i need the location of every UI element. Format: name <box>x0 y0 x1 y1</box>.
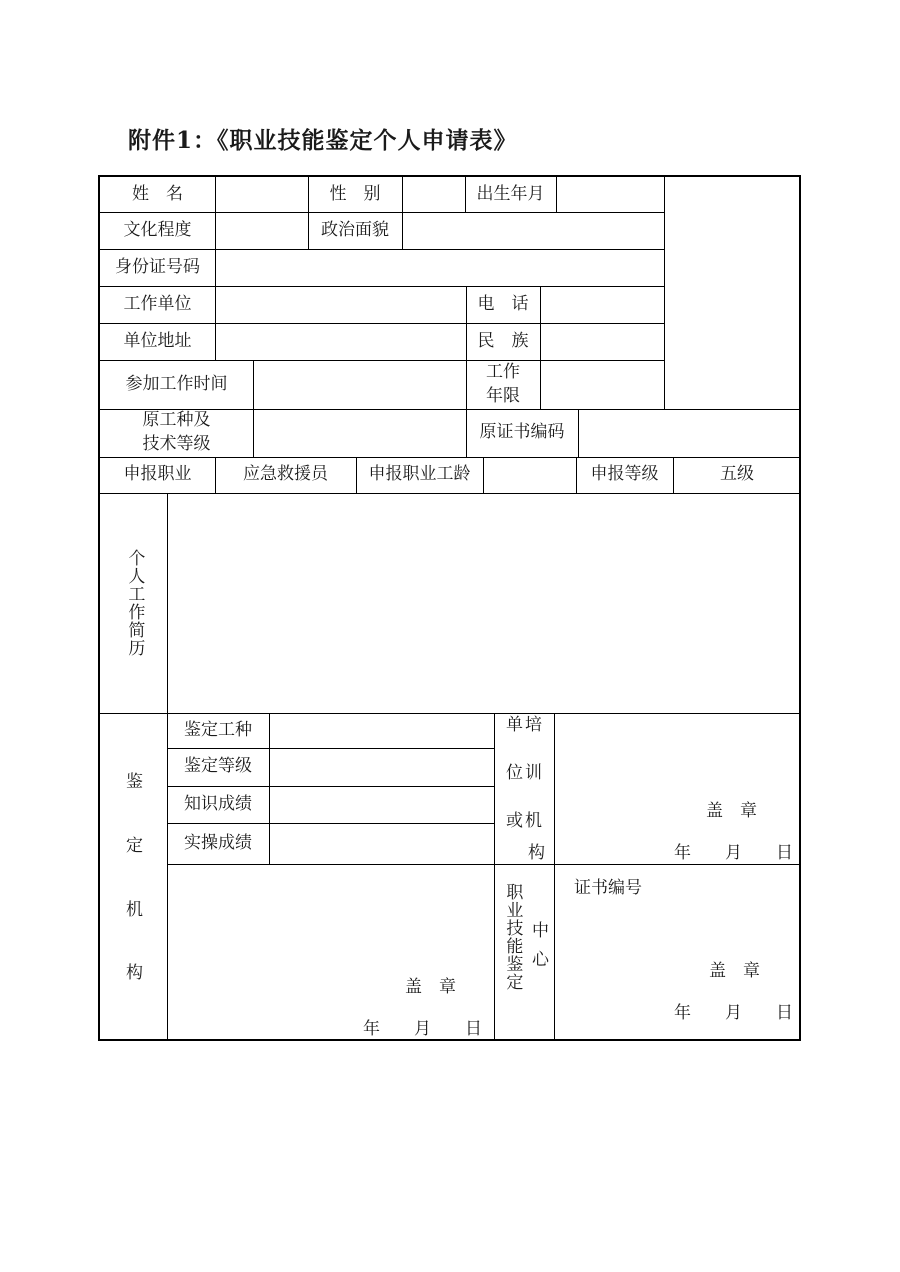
work-start-label: 参加工作时间 <box>125 373 228 394</box>
ethnicity-label: 民 族 <box>477 330 529 351</box>
education-label: 文化程度 <box>123 219 192 240</box>
work-years-field[interactable] <box>541 361 663 408</box>
appraisal-trade-field[interactable] <box>270 714 493 747</box>
work-years-label-line2: 年限 <box>486 385 520 406</box>
id-number-label: 身份证号码 <box>115 256 200 277</box>
orig-trade-label-line2: 技术等级 <box>142 434 211 454</box>
agency-seal-label: 盖 章 <box>405 977 456 997</box>
apply-years-label: 申报职业工龄 <box>368 464 471 485</box>
employer-field[interactable] <box>216 287 465 322</box>
phone-label: 电 话 <box>477 293 529 314</box>
photo-area[interactable] <box>665 178 801 408</box>
center-seal-label: 盖 章 <box>709 961 760 981</box>
orig-cert-field[interactable] <box>579 410 801 456</box>
center-date-label: 年 月 日 <box>674 1003 793 1023</box>
center-label-left: 职业技能鉴定 <box>502 883 523 991</box>
ethnicity-field[interactable] <box>541 324 663 359</box>
apply-occupation-label: 申报职业 <box>123 464 192 485</box>
training-unit-line-1: 单培 <box>506 715 544 735</box>
center-label-right: 中心 <box>528 921 548 979</box>
page-title: 附件1：《职业技能鉴定个人申请表》 <box>128 127 518 154</box>
apply-occupation-value: 应急救援员 <box>243 464 328 485</box>
work-years-label <box>466 360 540 409</box>
agency-date-label: 年 月 日 <box>363 1019 482 1039</box>
appraisal-agency-char-4: 构 <box>126 963 143 983</box>
apply-level-value: 五级 <box>720 464 754 485</box>
education-field[interactable] <box>216 213 307 248</box>
address-field[interactable] <box>216 324 465 359</box>
birth-field[interactable] <box>557 178 663 211</box>
orig-trade-field[interactable] <box>254 410 465 456</box>
gender-field[interactable] <box>403 178 464 211</box>
name-field[interactable] <box>216 178 307 211</box>
birth-label: 出生年月 <box>476 183 545 204</box>
id-number-field[interactable] <box>216 250 663 285</box>
orig-trade-label-line1: 原工种及 <box>142 410 211 431</box>
appraisal-level-label: 鉴定等级 <box>184 756 252 777</box>
appraisal-agency-char-3: 机 <box>126 900 143 920</box>
training-seal-label: 盖 章 <box>706 801 757 821</box>
appraisal-agency-char-2: 定 <box>126 836 143 856</box>
practice-score-field[interactable] <box>270 824 493 863</box>
orig-cert-label: 原证书编码 <box>479 422 565 443</box>
application-form <box>98 175 801 1041</box>
appraisal-trade-label: 鉴定工种 <box>184 719 252 740</box>
address-label: 单位地址 <box>123 330 192 351</box>
training-unit-line-2: 位训 <box>506 763 544 783</box>
employer-label: 工作单位 <box>123 293 192 314</box>
political-label: 政治面貌 <box>321 219 389 240</box>
political-field[interactable] <box>403 213 663 248</box>
orig-trade-label <box>100 409 253 457</box>
work-start-field[interactable] <box>254 361 465 408</box>
phone-field[interactable] <box>541 287 663 322</box>
apply-years-field[interactable] <box>484 458 575 492</box>
work-years-label-line1: 工作 <box>486 361 520 382</box>
practice-score-label: 实操成绩 <box>184 832 252 853</box>
appraisal-level-field[interactable] <box>270 749 493 785</box>
appraisal-agency-char-1: 鉴 <box>126 772 143 792</box>
resume-field[interactable] <box>168 494 801 712</box>
training-unit-line-4: 构 <box>528 843 545 863</box>
resume-label: 个人工作简历 <box>124 549 145 657</box>
gender-label: 性 别 <box>329 183 381 204</box>
training-unit-line-3: 或机 <box>506 811 544 831</box>
knowledge-score-label: 知识成绩 <box>184 793 252 814</box>
knowledge-score-field[interactable] <box>270 787 493 822</box>
cert-number-label: 证书编号 <box>574 878 642 898</box>
apply-level-label: 申报等级 <box>590 464 659 485</box>
name-label: 姓 名 <box>132 183 183 204</box>
training-date-label: 年 月 日 <box>674 843 793 863</box>
